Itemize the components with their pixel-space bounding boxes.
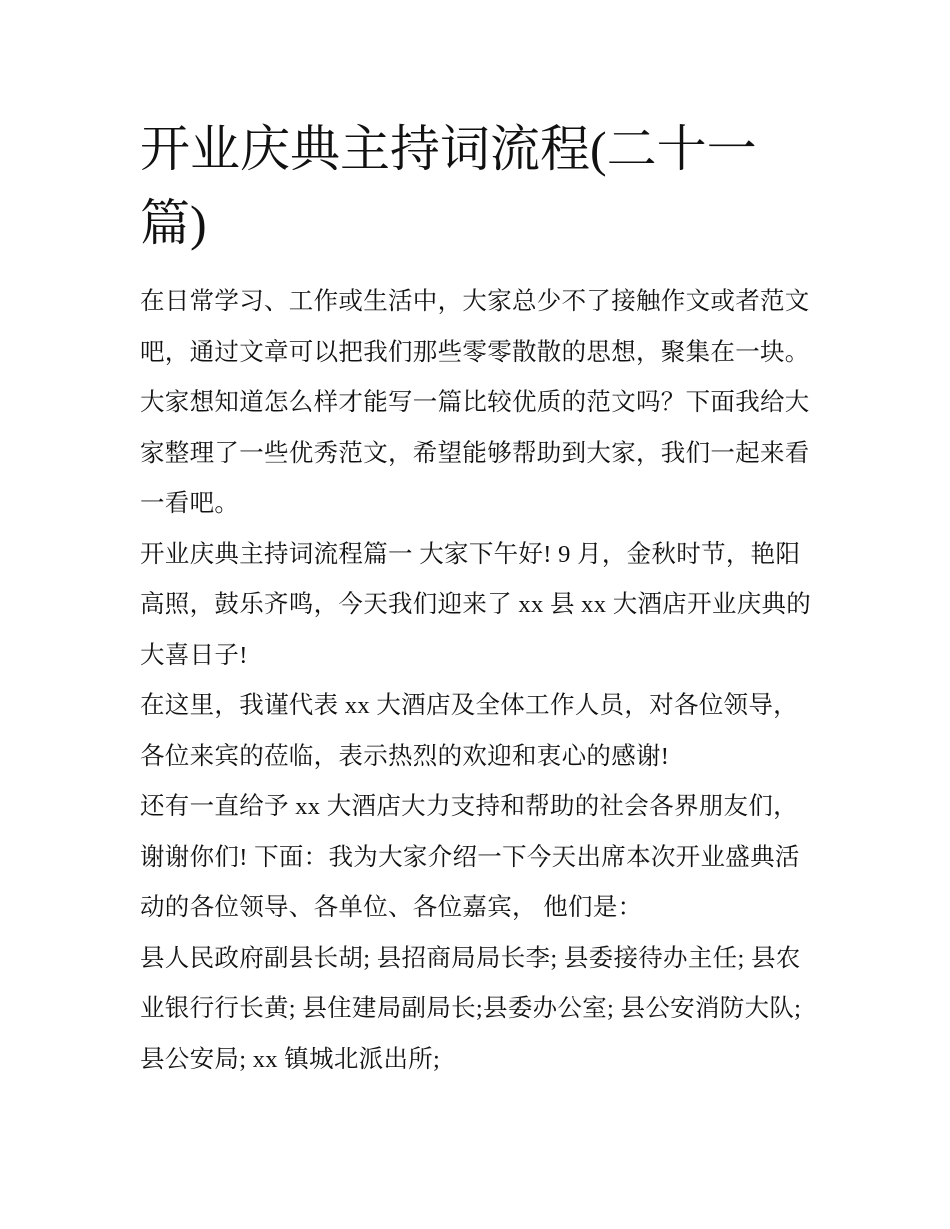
paragraph-thanks xyxy=(140,782,820,934)
text-line: 动的各位领导、各单位、各位嘉宾， 他们是： xyxy=(140,894,643,921)
text-line: 大喜日子! xyxy=(140,641,248,669)
text-line: 吧，通过文章可以把我们那些零零散散的思想，聚集在一块。 xyxy=(140,338,810,366)
text-line: 高照，鼓乐齐鸣，今天我们迎来了 xx 县 xx 大酒店开业庆典的 xyxy=(140,591,812,618)
document-title xyxy=(140,112,780,260)
text-line: 一看吧。 xyxy=(140,490,240,517)
text-line: 县人民政府副县长胡; 县招商局局长李; 县委接待办主任; 县农 xyxy=(140,944,801,972)
paragraph-guest-list xyxy=(140,934,820,1086)
paragraph-greeting xyxy=(140,530,820,682)
text-line: 业银行行长黄; 县住建局副局长;县委办公室; 县公安消防大队; xyxy=(140,995,802,1022)
paragraph-welcome xyxy=(140,681,820,782)
text-line: 家整理了一些优秀范文，希望能够帮助到大家，我们一起来看 xyxy=(140,439,810,467)
title-line-1: 开业庆典主持词流程(二十一 xyxy=(140,121,757,177)
text-line: 县公安局; xx 镇城北派出所; xyxy=(140,1045,441,1073)
title-line-2: 篇) xyxy=(140,195,207,251)
text-line: 开业庆典主持词流程篇一 大家下午好! 9 月，金秋时节，艳阳 xyxy=(140,540,801,568)
text-line: 大家想知道怎么样才能写一篇比较优质的范文吗？下面我给大 xyxy=(140,389,810,416)
text-line: 在日常学习、工作或生活中，大家总少不了接触作文或者范文 xyxy=(140,288,810,315)
text-line: 在这里，我谨代表 xx 大酒店及全体工作人员，对各位领导， xyxy=(140,692,798,719)
text-line: 各位来宾的莅临，表示热烈的欢迎和衷心的感谢! xyxy=(140,742,670,770)
document-body xyxy=(140,277,820,1085)
paragraph-intro xyxy=(140,277,820,530)
text-line: 还有一直给予 xx 大酒店大力支持和帮助的社会各界朋友们， xyxy=(140,793,798,820)
text-line: 谢谢你们! 下面：我为大家介绍一下今天出席本次开业盛典活 xyxy=(140,843,800,871)
